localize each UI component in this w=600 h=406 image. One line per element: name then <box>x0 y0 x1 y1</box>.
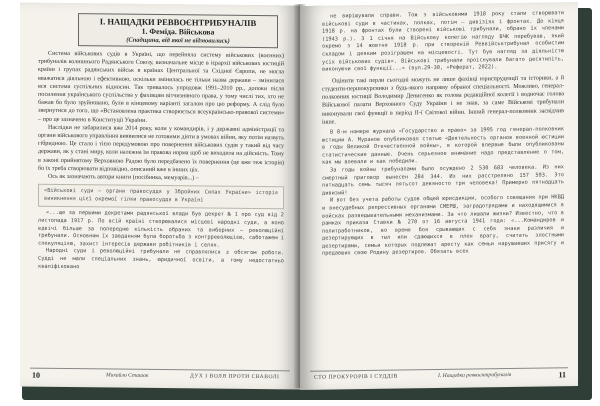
footer-rule <box>310 367 568 372</box>
mono-quote: В 8-м номере журнала «Государство и право» за 1995 год генерал-полковник юстиции А. Муранов опубликовал статью «Деятельность органов военной юстиции в годы Великой Отечественной войны», в которой впервые были опубликованы статистические данные. Очень серьезное внимание надо представление о том, как мы воевали и как победили. <box>322 126 564 166</box>
mono-quote: Народні суди і революційні трибунали не справлялися з обсягом роботи. Судді не мали спеціальних знань, юридичної освіти, а тому недостатньо кваліфіковано <box>38 248 284 270</box>
right-page-footer <box>300 370 578 384</box>
right-page-content <box>322 10 564 258</box>
page-number: 10 <box>32 370 40 380</box>
quoted-source-box <box>38 184 284 210</box>
footer-book-title: СТО ПРОКУРОРІВ І СУДДІВ <box>314 373 398 381</box>
mono-quote: За годы войны трибуналами было осуждено 2 530 683 человека. Из них смертный приговор вынесен 284 344. Из них расстреляно 157 593. Это пятнадцать семь тысяч пятьсот девяносто три человека! Примерно пятнадцать дивизий! <box>322 164 564 197</box>
section-tagline: (Спадщина, від якої не відмовились) <box>126 36 230 45</box>
mono-quote: «...ще за першими декретами радянської влади був декрет № 1 про суд від 2 листопада 1917 р. По всій країні створювалися місцеві народні суди, а воно вдвічі більше за попередню кількість обраних та виборних – революційні трибунали. Основним їх завданням була боротьба з контрреволюцією, саботажем і спекуляцією, захист інтересів держави робітників і селян. <box>38 210 284 249</box>
left-page <box>20 3 300 390</box>
footer-rule <box>30 368 290 372</box>
left-page-footer <box>20 371 300 384</box>
mono-quote: И вот без учета работы судов общей юрисдикции, особого совещания при НКВД и внесудебных репрессивных органами СМЕРШ, заградотрядами и находящимися в войсках разведывательными механизмами. За что лишали жизни? Известно, что в рамках приказа Ставки № 270 от 16 августа 1941 года: «...Командиров и политработников, во время боя срывающих с себя знаки различия и дезертирующих в тыл или сдающихся в плен врагу, считать злостными дезертирами, семьи которых подлежат аресту как семьи нарушивших присягу и предавших свою Родину дезертиров. Обязать всех <box>322 194 564 258</box>
body-paragraph: Ось як зазначають автори книги (посібника, мемуарів...) – <box>48 173 199 182</box>
chapter-title: І. НАЩАДКИ РЕВВОЄНТРИБУНАЛІВ <box>99 16 257 29</box>
chapter-heading-box <box>78 13 278 48</box>
footer-chapter: І. Нащадки реввоєнтрибуналів <box>438 371 512 380</box>
right-page <box>300 2 578 390</box>
section-title: 1. Феміда. Військова <box>141 26 215 37</box>
body-paragraph: Оцінити такі перли сьогодні можуть не лише фахівці юриспруденції та історики, а й студенти-першокурсники з будь-якого напряму обраної спеціальності. Можливо, генерал-полковник юстиції Володимир Денисенко як голова редакційної колегії і водночас голова Військової палати Верховного Суду України і не знав, за саме Військові трибунали виконували свої функції в період ІІ-ї Світової війни. Інший генерал-полковник засвідчив інше. <box>322 75 564 126</box>
footer-author: Михайло Сташок <box>106 372 149 379</box>
mono-quote: не вирішували справи. Тож з військовими 1918 року стали створювати військові суди в частинах, полках, потім – дивізіях і фронтах. До кінця 1918 р. на фронтах були створені військові трибунали, обрано їх членами (1943 р.). З 1 січня на Військову колегію нагляду ВЧК перебував, який окремо з 14 жовтня 1918 р. при створеній Реввійськтрибунал особистим складом і деяким розіграшем на місцевості. Тут був нагляд за діяльністю усіх військових судів». Військові трибунали проіснували багато десятиліть, виконуючи свої функції...» (вул.29-30, «Реферат, 2022). <box>322 10 564 73</box>
body-paragraph: Наслідки не забарилися вже 2014 року, коли у командирів, і у державні адміністрації та органи військового управління виявилися не готовими діяти в умовах війни, яку потім назвуть гібридною. Це стало і тією передумовою про повернення військових судів у такий від часу держави, як у стані миру, коли належна їм правова норма щоб не виходила на дійсність. Тому в законі прийнятому Верховною Радою було передбачено їх повернення (це вже теж історія) бо їх треба створювати відповідно, описаний вже в інших ціх. <box>38 124 284 174</box>
page-number: 11 <box>558 370 566 380</box>
footer-book-title: ДУХ І ВОЛЯ ПРОТИ СВАВОЛІ <box>190 373 280 381</box>
quoted-source-text: «Військові суди – органи правосуддя у Збройних Силах України» історія виникнення цієї окремої гілки правосуддя в Україні <box>44 188 278 204</box>
body-paragraph: Система військових судів в Україні, що перейняла систему військових (воєнних) трибуналів колишнього Радянського Союзу, визначальне місце в ієрархії військових юстицій країни і групах радянських військ в країнах Центральної та Східної Європи, не могла вважатися діяльною і ефективною, оскільки змінилась не тільки назва держави – змінилася вся система суспільних відносин. Так тривалось упродовж 1991–2010 рр., допоки після посилення українського суспільства у фахівцям вітчизняного права, у тому числі тих, хто не бажав бо було зруйновано, були в кінцевому варіанті загалом про цю реформу. А слід було звернутися до того, що «Встановлена практика створюється всеукраїнсько-правової системи» – про це зазначено в Конституції України. <box>38 50 284 124</box>
left-page-content <box>38 13 284 274</box>
